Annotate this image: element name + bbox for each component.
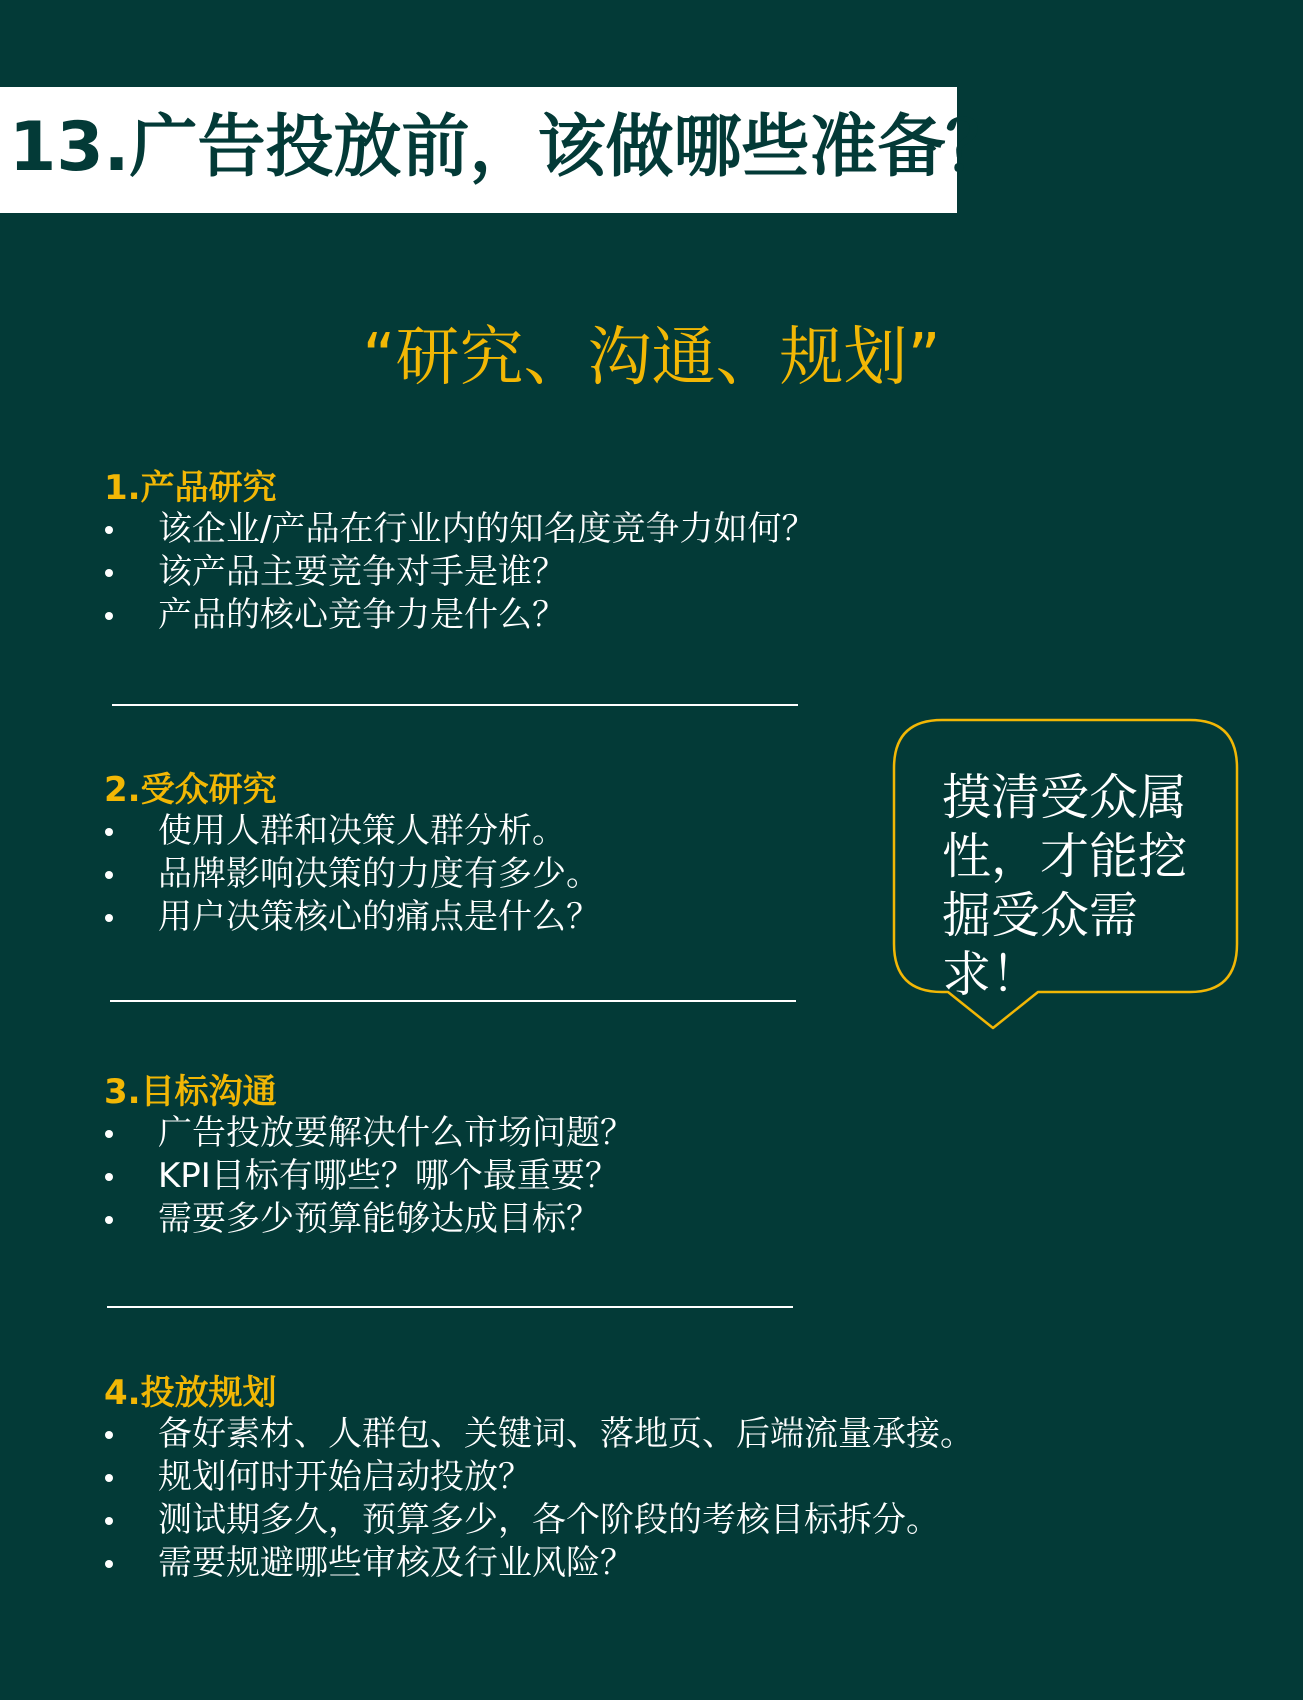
bullet-icon — [105, 914, 113, 922]
bullet-icon — [105, 526, 113, 534]
bullet-icon — [105, 1431, 113, 1439]
list-item-text: 品牌影响决策的力度有多少。 — [158, 854, 600, 894]
list-item — [104, 1198, 1004, 1241]
list-item-text: 需要规避哪些审核及行业风险？ — [158, 1543, 634, 1583]
list-item-text: 备好素材、人群包、关键词、落地页、后端流量承接。 — [158, 1414, 974, 1454]
title-banner — [0, 87, 1014, 213]
bullet-icon — [105, 1517, 113, 1525]
list-item — [104, 1499, 1004, 1542]
list-item — [104, 896, 1004, 939]
list-item-text: 广告投放要解决什么市场问题？ — [158, 1113, 634, 1153]
bullet-icon — [105, 612, 113, 620]
list-item — [104, 594, 1004, 637]
callout-line: 性，才能挖 — [942, 828, 1188, 885]
list-item — [104, 1155, 1004, 1198]
bullet-list — [104, 1413, 1004, 1585]
list-item — [104, 810, 1004, 853]
page-title: 13.广告投放前，该做哪些准备？ — [9, 108, 1014, 187]
list-item-text: 该企业/产品在行业内的知名度竞争力如何？ — [158, 509, 816, 549]
divider — [110, 1000, 796, 1002]
section-heading: 2.受众研究 — [104, 770, 277, 810]
tagline: “研究、沟通、规划” — [362, 321, 941, 395]
bullet-icon — [105, 1560, 113, 1568]
callout-line: 掘受众需求！ — [942, 887, 1139, 1003]
bullet-list — [104, 1112, 1004, 1241]
list-item-text: 规划何时开始启动投放？ — [158, 1457, 532, 1497]
list-item — [104, 1456, 1004, 1499]
bullet-list — [104, 810, 1004, 939]
section-heading: 4.投放规划 — [104, 1373, 277, 1413]
list-item-text: 产品的核心竞争力是什么？ — [158, 595, 566, 635]
divider — [112, 704, 798, 706]
bullet-icon — [105, 569, 113, 577]
list-item-text: 该产品主要竞争对手是谁？ — [158, 552, 566, 592]
list-item-text: KPI目标有哪些？哪个最重要？ — [158, 1156, 619, 1196]
bullet-icon — [105, 828, 113, 836]
bullet-icon — [105, 1173, 113, 1181]
bullet-icon — [105, 871, 113, 879]
callout-text — [942, 768, 1202, 1004]
list-item — [104, 508, 1004, 551]
bullet-icon — [105, 1130, 113, 1138]
callout-bubble — [892, 718, 1242, 1030]
list-item — [104, 1112, 1004, 1155]
list-item — [104, 1413, 1004, 1456]
bullet-list — [104, 508, 1004, 637]
divider — [107, 1306, 793, 1308]
list-item-text: 用户决策核心的痛点是什么？ — [158, 897, 600, 937]
list-item — [104, 1542, 1004, 1585]
section-heading: 1.产品研究 — [104, 468, 277, 508]
list-item — [104, 853, 1004, 896]
section-delivery-plan — [104, 1373, 1004, 1585]
bullet-icon — [105, 1474, 113, 1482]
list-item — [104, 551, 1004, 594]
bullet-icon — [105, 1216, 113, 1224]
list-item-text: 测试期多久，预算多少，各个阶段的考核目标拆分。 — [158, 1500, 940, 1540]
section-audience-research — [104, 770, 1004, 939]
section-goal-communication — [104, 1072, 1004, 1241]
section-heading: 3.目标沟通 — [104, 1072, 277, 1112]
list-item-text: 使用人群和决策人群分析。 — [158, 811, 566, 851]
section-product-research — [104, 468, 1004, 637]
list-item-text: 需要多少预算能够达成目标？ — [158, 1199, 600, 1239]
callout-line: 摸清受众属 — [942, 769, 1188, 826]
